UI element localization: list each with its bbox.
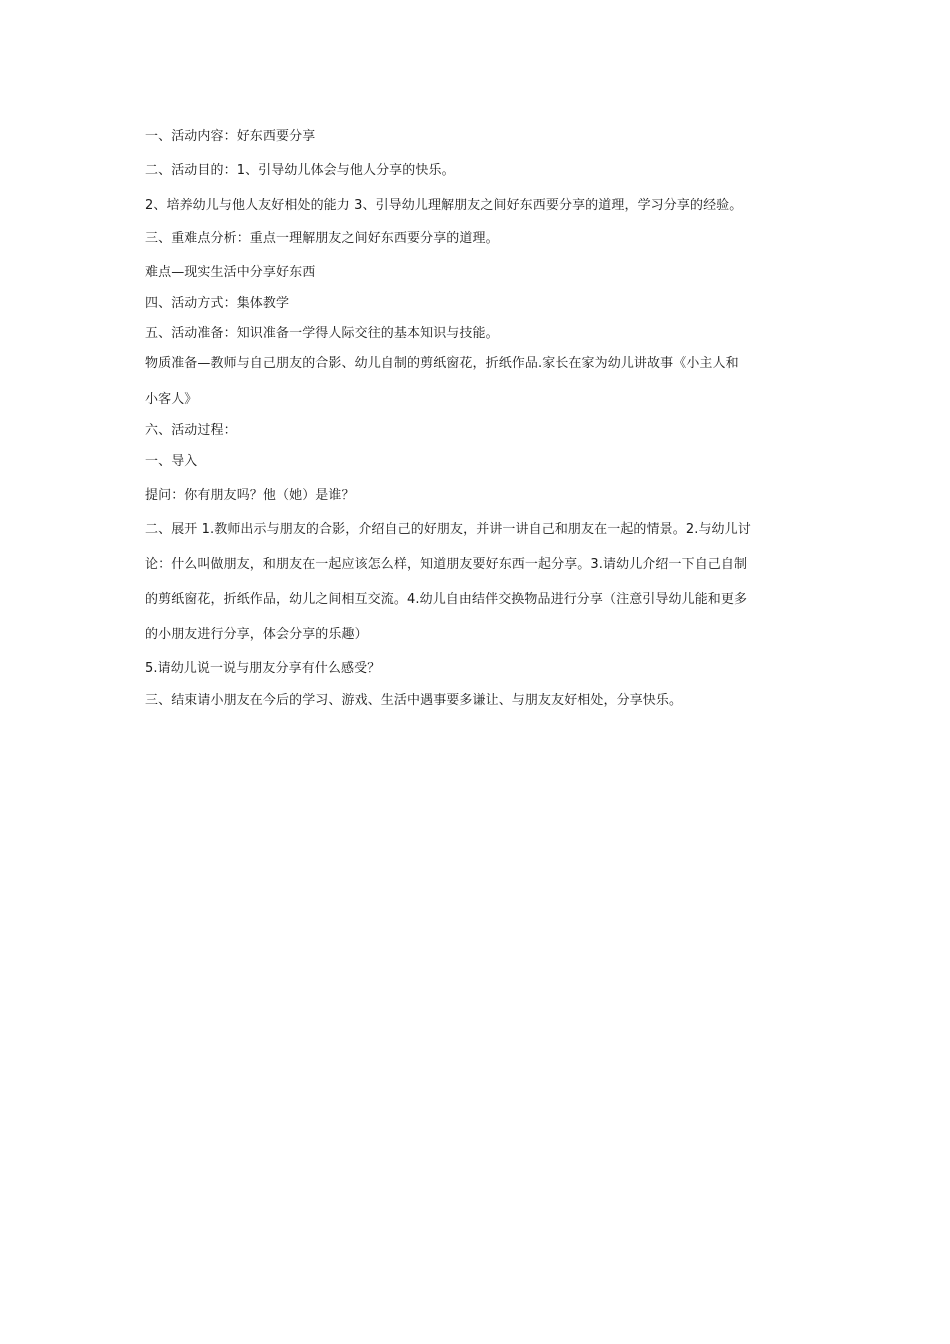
difficulty-line: 难点—现实生活中分享好东西 <box>145 265 316 280</box>
material-preparation-continued-line: 小客人》 <box>145 392 198 407</box>
development-line-1: 二、展开 1.教师出示与朋友的合影，介绍自己的好朋友，并讲一讲自己和朋友在一起的情景。2.与幼儿讨 <box>145 522 751 537</box>
activity-goal-line: 二、活动目的：1、引导幼儿体会与他人分享的快乐。 <box>145 163 455 178</box>
activity-method-line: 四、活动方式：集体教学 <box>145 296 290 311</box>
material-preparation-line: 物质准备—教师与自己朋友的合影、幼儿自制的剪纸窗花，折纸作品.家长在家为幼儿讲故事《小主人和 <box>145 356 739 371</box>
activity-goal-continued-line: 2、培养幼儿与他人友好相处的能力 3、引导幼儿理解朋友之间好东西要分享的道理，学习分享的经验。 <box>145 198 743 213</box>
key-points-line: 三、重难点分析：重点一理解朋友之间好东西要分享的道理。 <box>145 231 499 246</box>
conclusion-line: 三、结束请小朋友在今后的学习、游戏、生活中遇事要多谦让、与朋友友好相处，分享快乐。 <box>145 693 683 708</box>
activity-content-line: 一、活动内容：好东西要分享 <box>145 129 316 144</box>
activity-preparation-line: 五、活动准备：知识准备一学得人际交往的基本知识与技能。 <box>145 326 499 341</box>
question-line: 提问：你有朋友吗？他（她）是谁？ <box>145 488 355 503</box>
development-line-3: 的剪纸窗花，折纸作品，幼儿之间相互交流。4.幼儿自由结伴交换物品进行分享（注意引导幼儿能和更多 <box>145 592 748 607</box>
activity-process-line: 六、活动过程： <box>145 423 237 438</box>
feeling-question-line: 5.请幼儿说一说与朋友分享有什么感受？ <box>145 661 381 676</box>
development-line-4: 的小朋友进行分享，体会分享的乐趣） <box>145 627 368 642</box>
development-line-2: 论：什么叫做朋友，和朋友在一起应该怎么样，知道朋友要好东西一起分享。3.请幼儿介绍一下自己自制 <box>145 557 748 572</box>
introduction-heading-line: 一、导入 <box>145 454 198 469</box>
